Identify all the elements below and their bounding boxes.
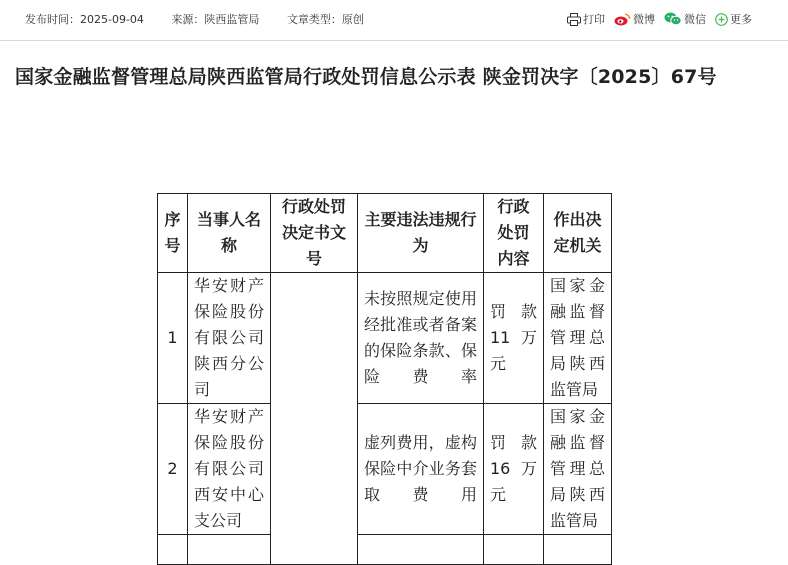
publish-time: 发布时间：2025-09-04 [25,13,144,26]
row-violation: 未按照规定使用经批准或者备案的保险条款、保险费率 [358,273,484,404]
wechat-icon [664,12,682,26]
weibo-label: 微博 [633,13,655,26]
article-meta [25,11,388,27]
print-label: 打印 [583,13,605,26]
more-label: 更多 [730,13,752,26]
printer-icon [567,13,581,26]
weibo-share-button[interactable] [614,11,655,27]
penalty-table [157,193,612,565]
row-no: 2 [158,404,188,535]
row-authority: 国家金融监督管理总局陕西监管局 [544,273,612,404]
more-share-button[interactable] [715,11,752,27]
source: 来源：陕西监管局 [171,13,260,26]
row-authority: 国家金融监督管理总局陕西监管局 [544,404,612,535]
page-title: 国家金融监督管理总局陕西监管局行政处罚信息公示表 陕金罚决字〔2025〕67号 [15,66,717,88]
row-penalty: 罚款16万元 [484,404,544,535]
print-button[interactable] [567,11,605,27]
wechat-label: 微信 [684,13,706,26]
wechat-share-button[interactable] [664,11,706,27]
header-no: 序号 [158,194,188,273]
weibo-icon [614,13,631,26]
table-header-row [158,194,612,273]
header-party: 当事人名称 [188,194,271,273]
header-decision-no: 行政处罚决定书文号 [271,194,358,273]
table-row [158,404,612,535]
row-penalty: 罚款11万元 [484,273,544,404]
table-row-partial [158,535,612,565]
row-no: 1 [158,273,188,404]
partial-cell [188,535,271,565]
article-meta-bar [0,0,788,41]
row-violation: 虚列费用，虚构保险中介业务套取费用 [358,404,484,535]
row-decision-no [271,273,358,565]
partial-cell [158,535,188,565]
row-party: 华安财产保险股份有限公司西安中心支公司 [188,404,271,535]
header-authority: 作出决定机关 [544,194,612,273]
row-party: 华安财产保险股份有限公司陕西分公司 [188,273,271,404]
header-violation: 主要违法违规行为 [358,194,484,273]
header-penalty: 行政处罚内容 [484,194,544,273]
partial-cell [544,535,612,565]
partial-cell [358,535,484,565]
partial-cell [484,535,544,565]
plus-circle-icon [715,13,728,26]
table-row [158,273,612,404]
article-type: 文章类型：原创 [286,13,364,26]
share-toolbar [558,11,752,27]
